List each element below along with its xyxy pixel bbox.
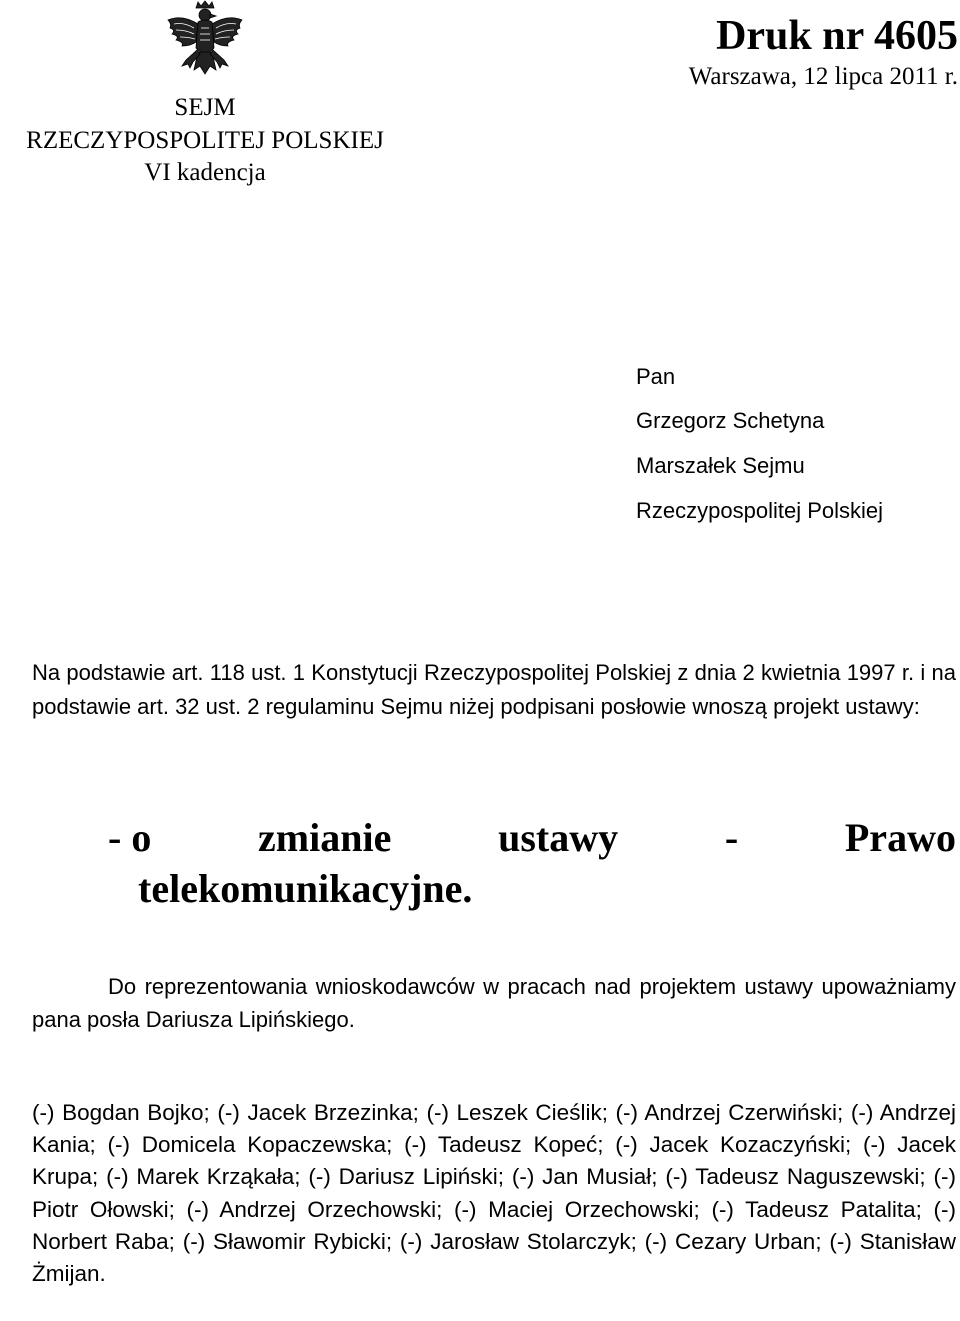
addressee-line: Grzegorz Schetyna bbox=[636, 408, 825, 433]
intro-paragraph bbox=[32, 656, 956, 724]
bill-title-word: ustawy bbox=[498, 815, 619, 860]
bill-title-line-1 bbox=[108, 812, 956, 863]
polish-eagle-icon bbox=[160, 0, 250, 86]
bill-title-word: - o bbox=[108, 815, 152, 860]
place-date: Warszawa, 12 lipca 2011 r. bbox=[688, 63, 958, 90]
institution-line: VI kadencja bbox=[144, 159, 266, 186]
print-number: Druk nr 4605 bbox=[716, 13, 958, 59]
bill-title bbox=[108, 812, 956, 914]
representative-paragraph: Do reprezentowania wnioskodawców w pracach nad projektem ustawy upoważniamy pana posła Dariusza Lipińskiego. bbox=[32, 974, 956, 1032]
intro-text: Na podstawie art. 118 ust. 1 Konstytucji Rzeczypospolitej Polskiej z dnia 2 kwietnia 1997 r. i na podstawie art. 32 ust. 2 regulaminu Sejmu niżej podpisani posłowie wnoszą projekt ustawy: bbox=[32, 660, 956, 719]
institution-line: RZECZYPOSPOLITEJ POLSKIEJ bbox=[26, 127, 384, 154]
signatories-list: (-) Bogdan Bojko; (-) Jacek Brzezinka; (-) Leszek Cieślik; (-) Andrzej Czerwiński; (-) Andrzej Kania; (-) Domicela Kopaczewska; (-) Tadeusz Kopeć; (-) Jacek Kozaczyński; (-) Jacek Krupa; (-) Marek Krząkała; (-) Dariusz Lipiński; (-) Jan Musiał; (-) Tadeusz Naguszewski; (-) Piotr Ołowski; (-) Andrzej Orzechowski; (-) Maciej Orzechowski; (-) Tadeusz Patalita; (-) Norbert Raba; (-) Sławomir Rybicki; (-) Jarosław Stolarczyk; (-) Cezary Urban; (-) Stanisław Żmijan. bbox=[32, 1100, 956, 1287]
addressee-line: Rzeczypospolitej Polskiej bbox=[636, 498, 883, 523]
bill-title-word: Prawo bbox=[844, 815, 956, 860]
addressee-line: Pan bbox=[636, 364, 676, 389]
bill-title-line-2: telekomunikacyjne. bbox=[138, 866, 473, 911]
addressee-line: Marszałek Sejmu bbox=[636, 453, 805, 478]
bill-title-word: zmianie bbox=[258, 815, 392, 860]
bill-title-word: - bbox=[724, 815, 739, 860]
institution-line: SEJM bbox=[174, 94, 236, 121]
